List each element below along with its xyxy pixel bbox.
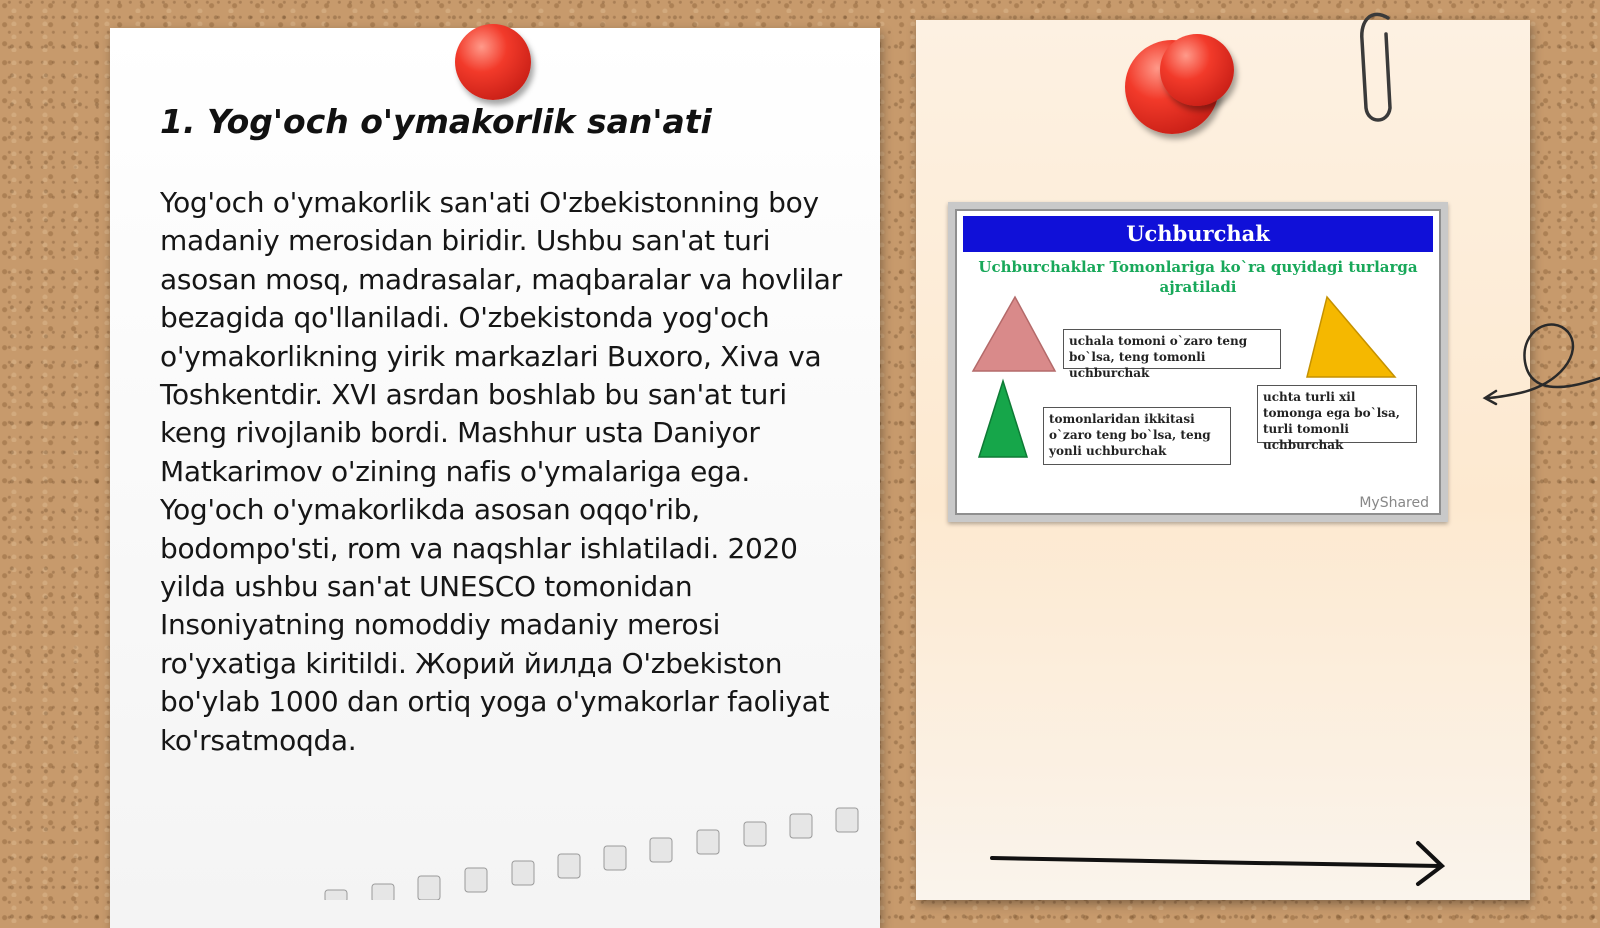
tab-2 bbox=[372, 884, 394, 900]
tab-9 bbox=[697, 830, 719, 854]
tab-8 bbox=[650, 838, 672, 862]
curly-arrow-icon bbox=[1485, 324, 1600, 404]
red-pushpin-icon-left bbox=[455, 24, 531, 100]
tab-11 bbox=[790, 814, 812, 838]
slide-title: 1. Yog'och o'ymakorlik san'ati bbox=[160, 102, 712, 141]
long-arrow-icon bbox=[992, 843, 1442, 884]
board-subtitle: Uchburchaklar Tomonlariga ko`ra quyidagi turlarga ajratiladi bbox=[978, 258, 1418, 296]
scalene-description-box: uchta turli xil tomonga ega bo`lsa, turli tomonli uchburchak bbox=[1257, 385, 1417, 443]
tab-1 bbox=[325, 890, 347, 900]
equilateral-description-box: uchala tomoni o`zaro teng bo`lsa, teng tomonli uchburchak bbox=[1063, 329, 1281, 369]
tab-6 bbox=[558, 854, 580, 878]
tab-4 bbox=[465, 868, 487, 892]
green-isosceles-triangle bbox=[979, 381, 1027, 457]
pink-equilateral-triangle bbox=[973, 297, 1055, 371]
tab-5 bbox=[512, 861, 534, 885]
torn-tabs-decoration bbox=[325, 808, 858, 900]
paper-clip-icon bbox=[1362, 14, 1390, 120]
slide-body-text: Yog'och o'ymakorlik san'ati O'zbekistonning boy madaniy merosidan biridir. Ushbu san'at turi asosan mosq, madrasalar, maqbaralar va hovlilar bezagida qo'llaniladi. O'zbekistonda yog'och o'ymakorlikning yirik markazlari Buxoro, Xiva va Toshkentdir. XVI asrdan boshlab bu san'at turi keng rivojlanib bordi. Mashhur usta Daniyor Matkarimov o'zining nafis o'ymalariga ega. Yog'och o'ymakorlikda asosan oqqo'rib, bodompo'sti, rom va naqshlar ishlatiladi. 2020 yilda ushbu san'at UNESCO tomonidan Insoniyatning nomoddiy madaniy merosi ro'yxatiga kiritildi. Жорий йилда O'zbekiston bo'ylab 1000 dan ortiq yoga o'ymakorlar faoliyat ko'rsatmoqda. bbox=[160, 186, 842, 757]
board-title: Uchburchak bbox=[963, 216, 1433, 252]
yellow-scalene-triangle bbox=[1307, 297, 1395, 377]
tab-3 bbox=[418, 876, 440, 900]
tab-7 bbox=[604, 846, 626, 870]
tab-12 bbox=[836, 808, 858, 832]
triangle-types-whiteboard-image bbox=[948, 202, 1448, 522]
myshared-watermark: MyShared bbox=[1359, 495, 1429, 511]
tab-10 bbox=[744, 822, 766, 846]
isosceles-description-box: tomonlaridan ikkitasi o`zaro teng bo`lsa, teng yonli uchburchak bbox=[1043, 407, 1231, 465]
red-pushpin-icon-right-front bbox=[1160, 34, 1234, 106]
